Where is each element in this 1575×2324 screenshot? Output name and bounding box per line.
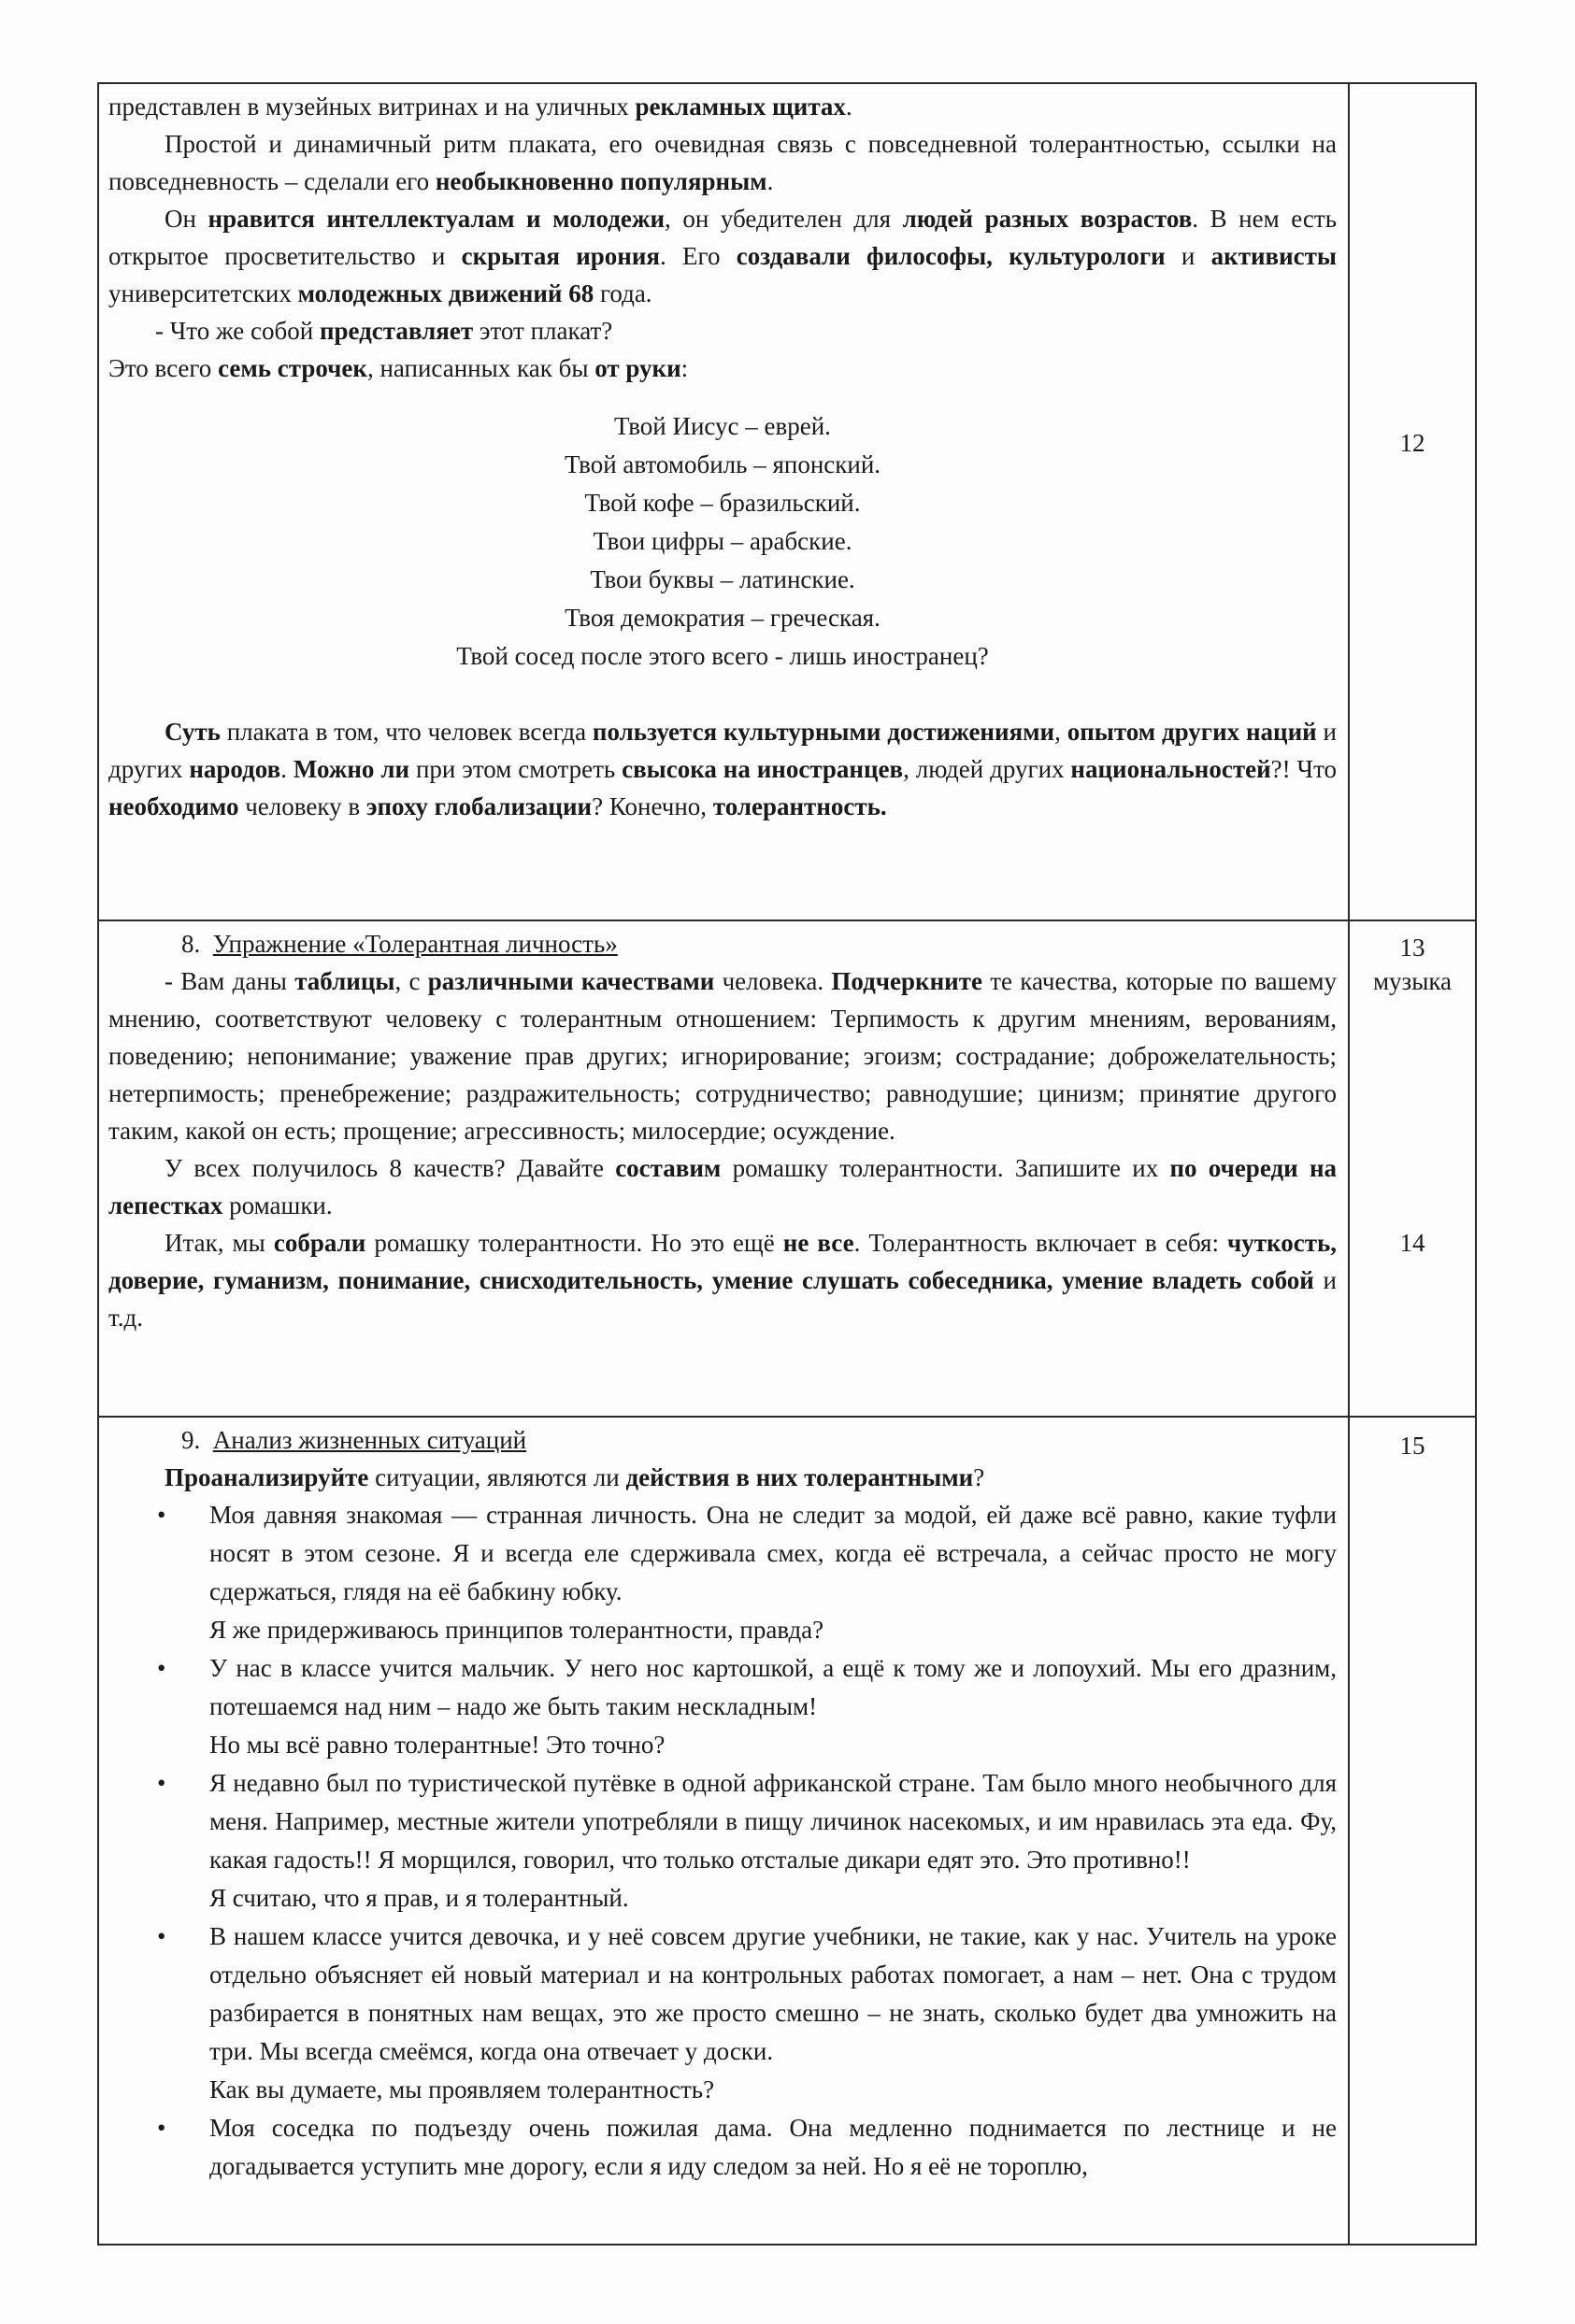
bullet: • [157,1501,166,1529]
poem-line: Твой кофе – бразильский. [584,489,861,517]
list-item: • В нашем классе учится девочка, и у неё совсем другие учебники, не такие, как у нас. Учитель на уроке отдельно объясняет ей новый материал и на контрольных работах помогает, а нам – нет. Она с трудом разбирается в понятных нам вещах, это же просто смешно – не знать, сколько будет два умножить на три. Мы всегда смеёмся, когда она отвечает у доски. Как вы думаете, мы проявляем толерантность? [108,1918,1337,2109]
paragraph: Он нравится интеллектуалам и молодежи, он убедителен для людей разных возрастов. В нем есть открытое просветительство и скрытая ирония. Его создавали философы, культурологи и активисты университетских молодежных движений 68 года. [108,205,1338,307]
poem-line: Твоя демократия – греческая. [565,604,881,632]
paragraph: Это всего семь строчек, написанных как бы от руки: [108,354,689,382]
table-row [98,83,1476,920]
list-item: • У нас в классе учится мальчик. У него нос картошкой, а ещё к тому же и лопоухий. Мы его дразним, потешаемся над ним – надо же быть таким нескладным! Но мы всё равно толерантные! Это точно? [108,1649,1337,1764]
paragraph: Суть плаката в том, что человек всегда пользуется культурными достижениями, опытом других наций и других народов. Можно ли при этом смотреть свысока на иностранцев, людей других национальностей?! Что необходимо человеку в эпоху глобализации? Конечно, толерантность. [108,718,1338,820]
poem-line: Твой Иисус – еврей. [614,412,831,440]
paragraph: У всех получилось 8 качеств? Давайте составим ромашку толерантности. Запишите их по очереди на лепестках ромашки. [108,1154,1337,1219]
slide-number-cell [1349,1417,1476,2245]
poem-line: Твои цифры – арабские. [593,527,852,555]
bullet: • [157,1654,166,1682]
paragraph: Итак, мы собрали ромашку толерантности. Но это ещё не все. Толерантность включает в себя: чуткость, доверие, гуманизм, понимание, снисходительность, умение слушать собеседника, умение владеть собой и т.д. [108,1229,1338,1332]
lesson-plan-table [97,82,1477,2246]
situations-section [98,1417,1349,2245]
poster-poem [108,407,1337,676]
exercise-section [98,920,1349,1417]
poster-section [98,83,1349,920]
list-item: • Я недавно был по туристической путёвке в одной африканской стране. Там было много необычного для меня. Например, местные жители употребляли в пищу личинок насекомых, и им нравилась эта еда. Фу, какая гадость!! Я морщился, говорил, что только отсталые дикари едят это. Это противно!! Я считаю, что я прав, и я толерантный. [108,1764,1337,1918]
table-row [98,1417,1476,2245]
list-item: • Моя соседка по подъезду очень пожилая дама. Она медленно поднимается по лестнице и не догадывается уступить мне дорогу, если я иду следом за ней. Но я её не тороплю, [108,2109,1337,2186]
section-heading: 9. Анализ жизненных ситуаций [181,1426,527,1454]
slide-number: 13 [1399,934,1425,962]
table-row [98,920,1476,1417]
section-heading: 8. Упражнение «Толерантная личность» [181,930,618,958]
paragraph: - Вам даны таблицы, с различными качествами человека. Подчеркните те качества, которые по вашему мнению, соответствуют человеку с толерантным отношением: Терпимость к другим мнениям, верованиям, поведению; непонимание; уважение прав других; игнорирование; эгоизм; сострадание; доброжелательность; нетерпимость; пренебрежение; раздражительность; сотрудничество; равнодушие; цинизм; принятие другого таким, какой он есть; прощение; агрессивность; милосердие; осуждение. [108,967,1338,1145]
slide-number: 12 [1399,429,1425,457]
situation-list [108,1496,1337,2186]
slide-number-cell [1349,83,1476,920]
poem-line: Твои буквы – латинские. [590,565,855,593]
paragraph: Проанализируйте ситуации, являются ли действия в них толерантными? [165,1463,985,1491]
paragraph: представлен в музейных витринах и на уличных рекламных щитах. [108,93,852,121]
question-line: - Что же собой представляет этот плакат? [155,317,613,345]
bullet: • [157,1922,166,1950]
bullet: • [157,2114,166,2142]
slide-number: 14 [1399,1229,1425,1257]
list-item: • Моя давняя знакомая — странная личность. Она не следит за модой, ей даже всё равно, какие туфли носят в этом сезоне. Я и всегда еле сдерживала смех, когда её встречала, а сейчас просто не могу сдержаться, глядя на её бабкину юбку. Я же придерживаюсь принципов толерантности, правда? [108,1496,1337,1649]
bullet: • [157,1769,166,1797]
slide-number: 15 [1399,1432,1425,1460]
paragraph: Простой и динамичный ритм плаката, его очевидная связь с повседневной толерантностью, ссылки на повседневность – сделали его необыкновенно популярным. [108,130,1337,195]
slide-note-music: музыка [1372,967,1453,995]
poem-line: Твой автомобиль – японский. [564,450,881,478]
poem-line: Твой сосед после этого всего - лишь иностранец? [456,642,989,670]
slide-number-cell [1349,920,1476,1417]
